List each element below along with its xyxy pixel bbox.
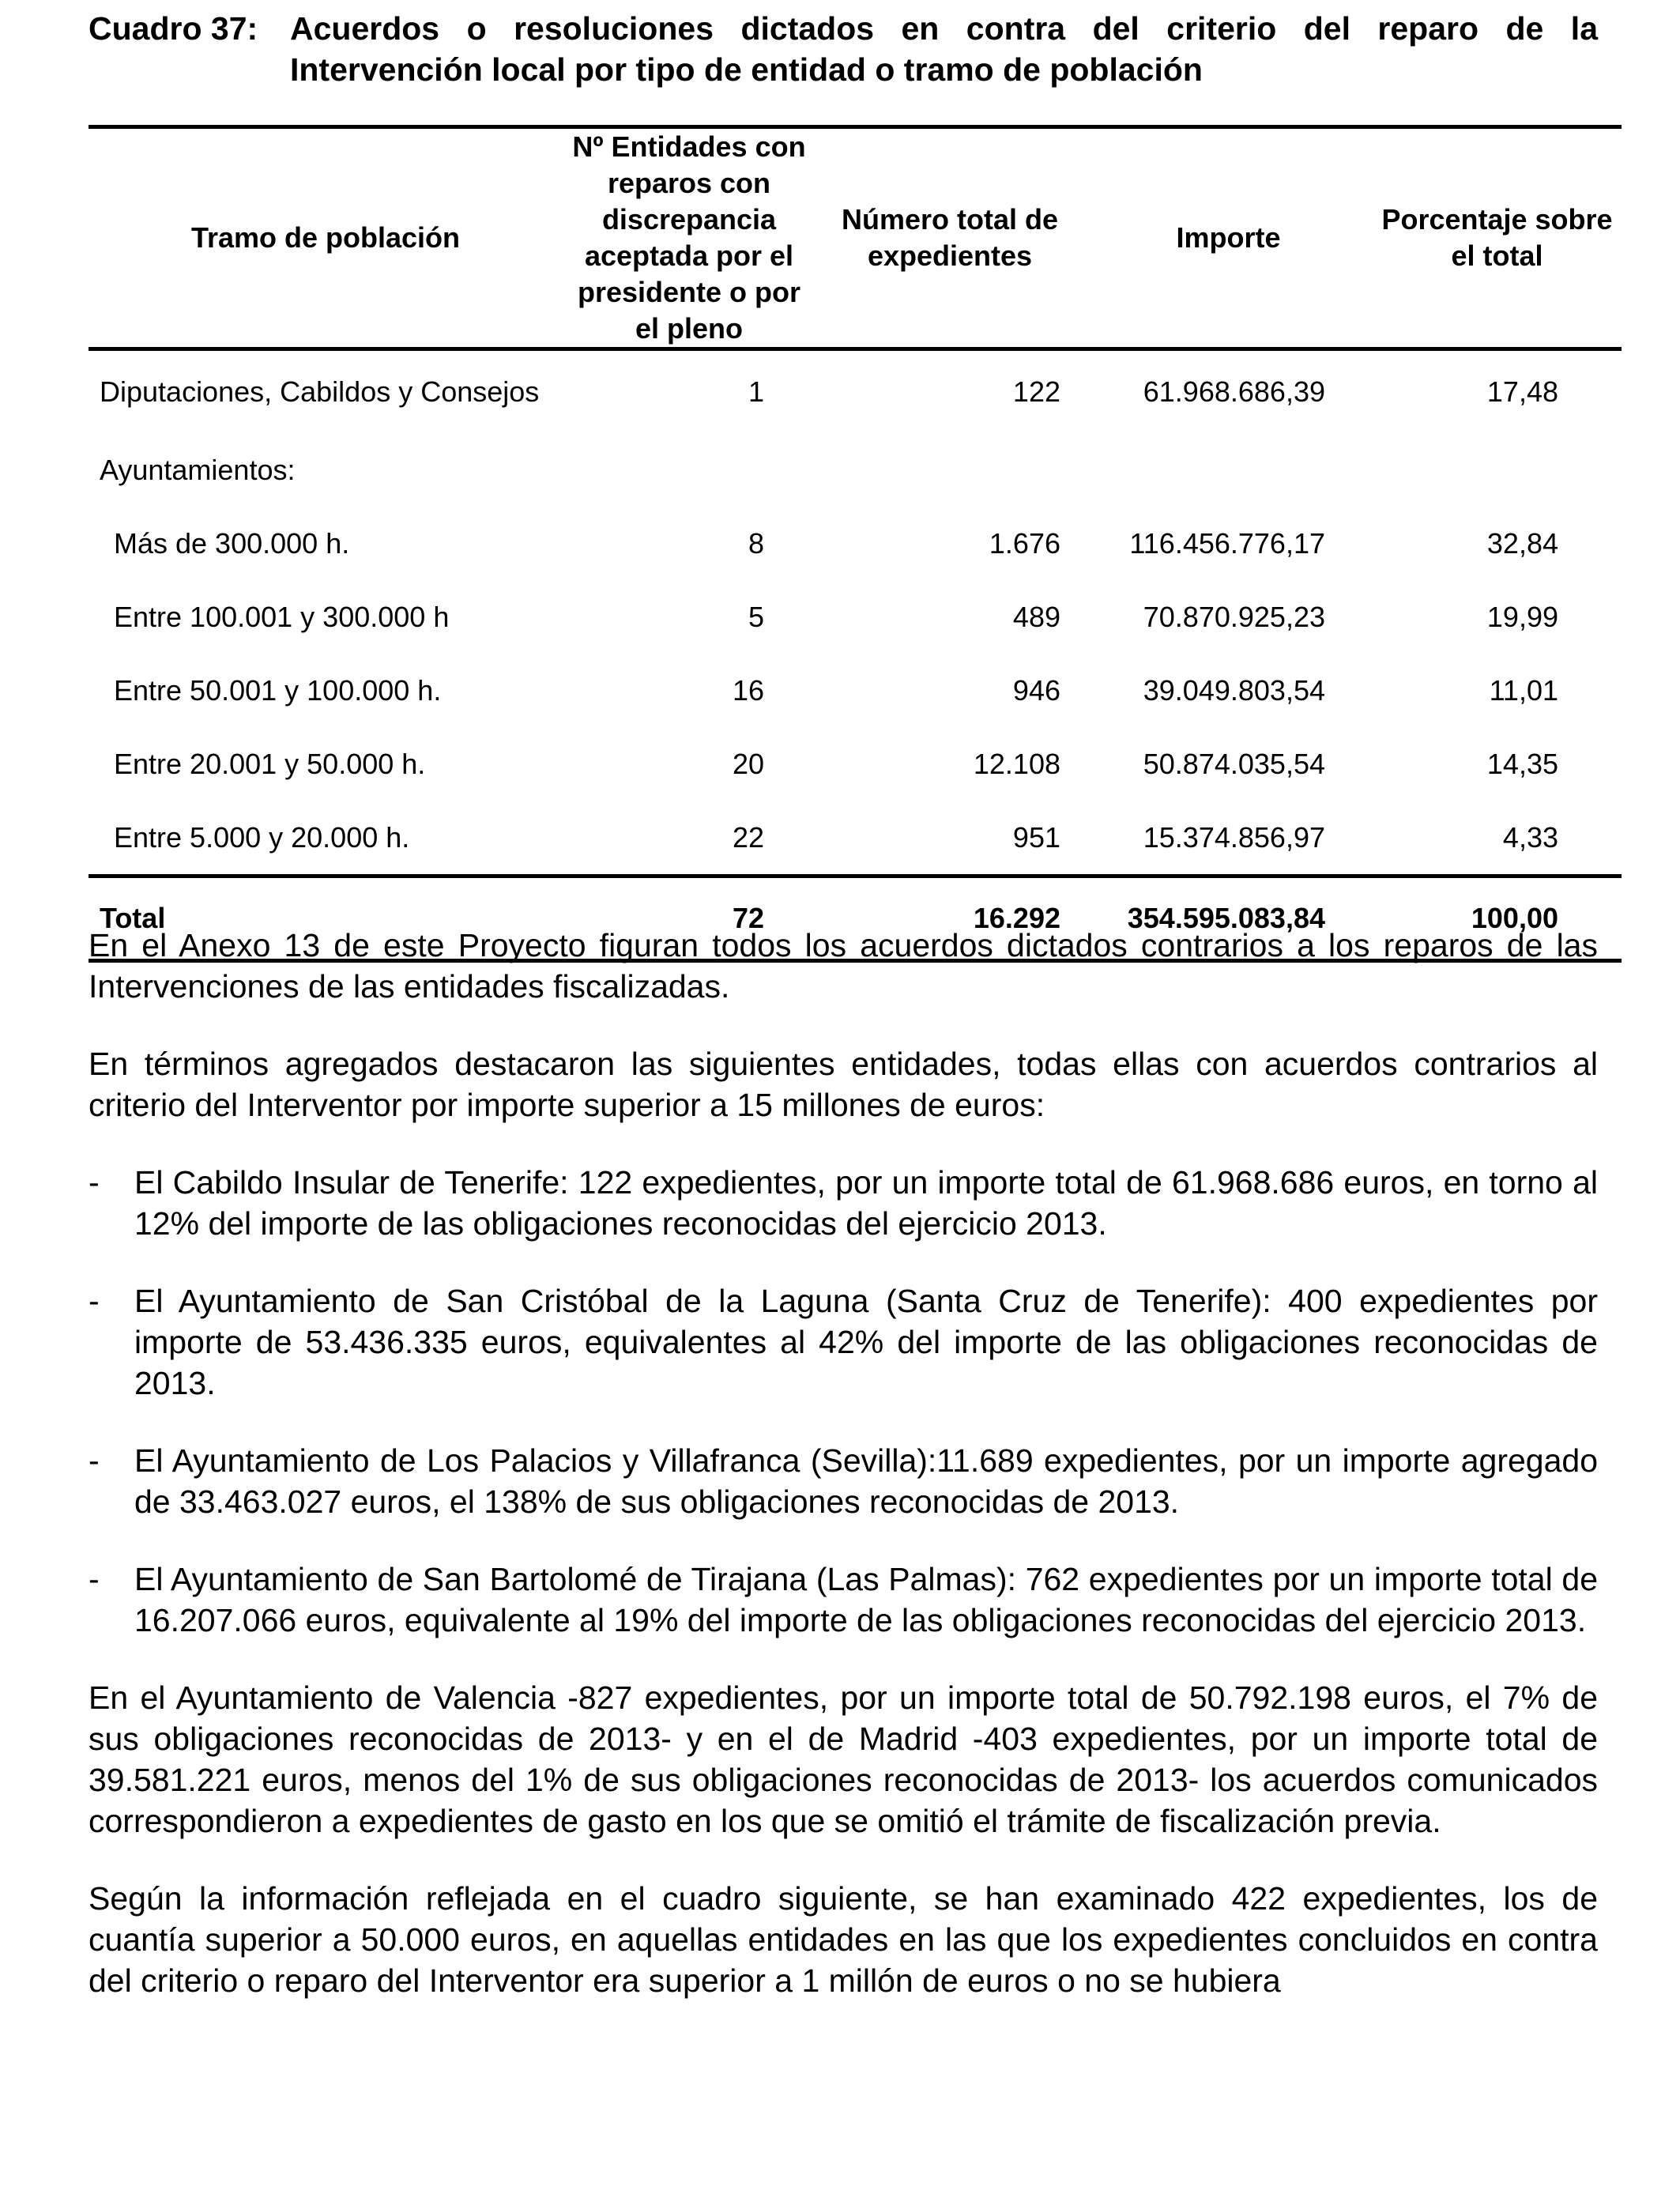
row-entidades: 20 bbox=[732, 747, 764, 780]
list-dash: - bbox=[89, 1283, 100, 1319]
row-expedientes: 122 bbox=[1012, 375, 1060, 408]
row-entidades: 22 bbox=[732, 820, 764, 854]
row-name: Más de 300.000 h. bbox=[114, 526, 350, 560]
row-porcentaje: 19,99 bbox=[1486, 600, 1558, 633]
list-item-text: El Cabildo Insular de Tenerife: 122 expedientes, por un importe total de 61.968.686 euros, en torno al 12% del importe de las obligaciones reconocidas del ejercicio 2013. bbox=[134, 1164, 1598, 1242]
row-expedientes: 951 bbox=[1012, 820, 1060, 854]
row-porcentaje bbox=[1373, 433, 1622, 507]
caption-label: Cuadro 37: bbox=[89, 10, 258, 47]
list-dash: - bbox=[89, 1442, 100, 1479]
row-name: Entre 20.001 y 50.000 h. bbox=[114, 747, 426, 780]
table-header bbox=[89, 127, 1622, 349]
row-name: Entre 50.001 y 100.000 h. bbox=[114, 673, 442, 707]
row-porcentaje: 17,48 bbox=[1486, 375, 1558, 408]
paragraph: En términos agregados destacaron las siguientes entidades, todas ellas con acuerdos contrarios al criterio del Interventor por importe superior a 15 millones de euros: bbox=[89, 1046, 1598, 1123]
table-row bbox=[89, 507, 1622, 580]
row-expedientes bbox=[816, 433, 1084, 507]
total-importe: 354.595.083,84 bbox=[1084, 876, 1373, 961]
list-item-text: El Ayuntamiento de San Bartolomé de Tirajana (Las Palmas): 762 expedientes por un importe total de 16.207.066 euros, equivalente al 19% del importe de las obligaciones reconocidas del ejercicio 2013. bbox=[134, 1561, 1598, 1638]
list-item bbox=[89, 1559, 1598, 1641]
row-importe: 61.968.686,39 bbox=[1143, 375, 1325, 408]
row-porcentaje: 32,84 bbox=[1486, 526, 1558, 560]
paragraph: En el Anexo 13 de este Proyecto figuran todos los acuerdos dictados contrarios a los reparos de las Intervenciones de las entidades fiscalizadas. bbox=[89, 927, 1598, 1005]
row-expedientes: 489 bbox=[1012, 600, 1060, 633]
row-porcentaje: 14,35 bbox=[1486, 747, 1558, 780]
table-body bbox=[89, 349, 1622, 876]
row-porcentaje: 4,33 bbox=[1502, 820, 1558, 854]
row-entidades: 5 bbox=[748, 600, 764, 633]
row-entidades: 16 bbox=[732, 673, 764, 707]
row-name: Entre 5.000 y 20.000 h. bbox=[114, 820, 410, 854]
row-expedientes: 1.676 bbox=[989, 526, 1060, 560]
body-text bbox=[89, 925, 1598, 2038]
row-entidades bbox=[563, 433, 816, 507]
row-name: Ayuntamientos: bbox=[100, 453, 296, 486]
list-dash: - bbox=[89, 1164, 100, 1201]
total-entidades: 72 bbox=[563, 876, 816, 961]
list-item bbox=[89, 1440, 1598, 1522]
table-row bbox=[89, 654, 1622, 727]
table-row bbox=[89, 727, 1622, 801]
row-porcentaje: 11,01 bbox=[1489, 673, 1558, 707]
paragraph: En el Ayuntamiento de Valencia -827 expedientes, por un importe total de 50.792.198 euros, el 7% de sus obligaciones reconocidas de 2013- y en el de Madrid -403 expedientes, por un importe total de 39.581.221 euros, menos del 1% de sus obligaciones reconocidas de 2013- los acuerdos comunicados correspondieron a expedientes de gasto en los que se omitió el trámite de fiscalización previa. bbox=[89, 1679, 1598, 1839]
list-item bbox=[89, 1162, 1598, 1244]
total-label: Total bbox=[89, 876, 563, 961]
list-item-text: El Ayuntamiento de Los Palacios y Villafranca (Sevilla):11.689 expedientes, por un importe agregado de 33.463.027 euros, el 138% de sus obligaciones reconocidas de 2013. bbox=[134, 1442, 1598, 1520]
table-row bbox=[89, 580, 1622, 654]
total-expedientes: 16.292 bbox=[816, 876, 1084, 961]
row-importe: 15.374.856,97 bbox=[1143, 820, 1325, 854]
entity-list bbox=[89, 1162, 1598, 1641]
total-porcentaje: 100,00 bbox=[1373, 876, 1622, 961]
header-importe: Importe bbox=[1084, 127, 1373, 349]
row-importe: 70.870.925,23 bbox=[1143, 600, 1325, 633]
row-importe bbox=[1084, 433, 1373, 507]
row-entidades: 1 bbox=[748, 375, 764, 408]
table-row bbox=[89, 801, 1622, 876]
row-expedientes: 946 bbox=[1012, 673, 1060, 707]
header-porcentaje: Porcentaje sobre el total bbox=[1373, 127, 1622, 349]
caption-text: Acuerdos o resoluciones dictados en contra del criterio del reparo de la Intervención local por tipo de entidad o tramo de población bbox=[290, 10, 1598, 88]
row-importe: 39.049.803,54 bbox=[1143, 673, 1325, 707]
row-expedientes: 12.108 bbox=[973, 747, 1060, 780]
table-row bbox=[89, 433, 1622, 507]
row-name: Diputaciones, Cabildos y Consejos bbox=[100, 375, 540, 408]
list-item bbox=[89, 1280, 1598, 1404]
row-entidades: 8 bbox=[748, 526, 764, 560]
header-tramo: Tramo de población bbox=[89, 127, 563, 349]
list-dash: - bbox=[89, 1561, 100, 1597]
header-entidades: Nº Entidades con reparos con discrepancia aceptada por el presidente o por el pleno bbox=[563, 127, 816, 349]
data-table bbox=[89, 125, 1622, 963]
header-expedientes: Número total de expedientes bbox=[816, 127, 1084, 349]
paragraph: Según la información reflejada en el cuadro siguiente, se han examinado 422 expedientes, los de cuantía superior a 50.000 euros, en aquellas entidades en las que los expedientes concluidos en contra del criterio o reparo del Interventor era superior a 1 millón de euros o no se hubiera bbox=[89, 1880, 1598, 1999]
row-name: Entre 100.001 y 300.000 h bbox=[114, 600, 450, 633]
table-row bbox=[89, 349, 1622, 434]
list-item-text: El Ayuntamiento de San Cristóbal de la Laguna (Santa Cruz de Tenerife): 400 expedientes por importe de 53.436.335 euros, equivalentes al 42% del importe de las obligaciones reconocidas de 2013. bbox=[134, 1283, 1598, 1401]
row-importe: 50.874.035,54 bbox=[1143, 747, 1325, 780]
row-importe: 116.456.776,17 bbox=[1129, 526, 1325, 560]
